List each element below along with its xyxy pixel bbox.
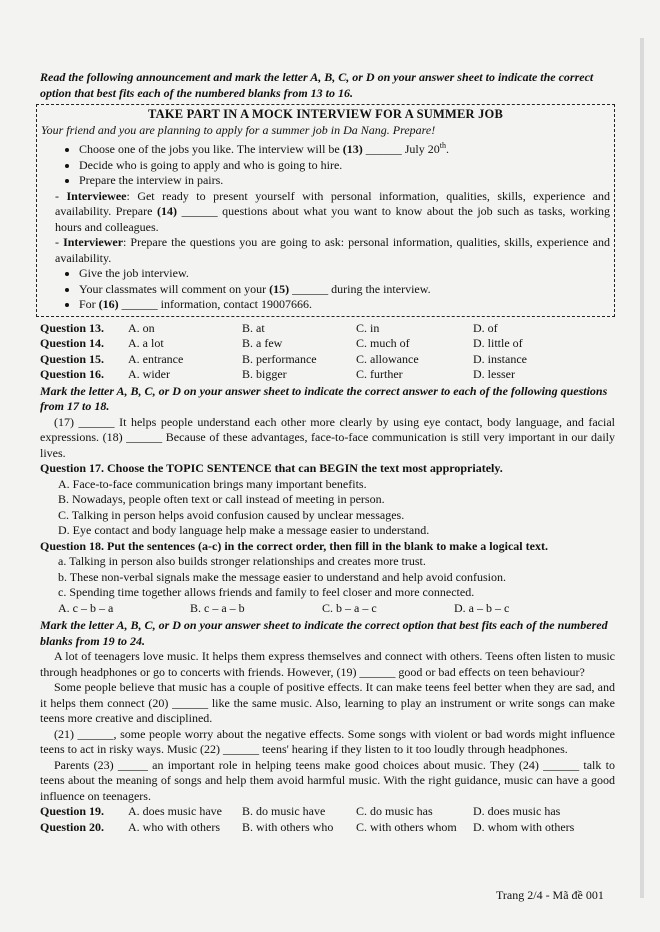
exam-page xyxy=(40,70,615,835)
option-c[interactable]: C. further xyxy=(356,367,403,381)
questions-13-16 xyxy=(40,321,615,383)
questions-19-20 xyxy=(40,804,615,835)
section3-paragraph-3: (21) ______, some people worry about the negative effects. Some songs with violent or bad words might influence teens to act in risky ways. Music (22) ______ teens' hearing if they listen to it too loudly through headphones. xyxy=(40,726,615,756)
option-d[interactable]: D. of xyxy=(473,320,498,335)
q18-sentence-b: b. These non-verbal signals make the message easier to understand and help avoid confusion. xyxy=(58,569,506,584)
option-a[interactable]: A. wider xyxy=(128,367,170,381)
option-a[interactable]: A. on xyxy=(128,320,155,335)
question-row: Question 15. A. entrance B. performance C. allowance D. instance xyxy=(40,352,615,368)
question-row: Question 16. A. wider B. bigger C. further D. lesser xyxy=(40,367,615,383)
section3-instruction: Mark the letter A, B, C, or D on your answer sheet to indicate the correct option that best fits each of the numbered blanks from 19 to 24. xyxy=(40,618,608,648)
q17-option-b[interactable]: B. Nowadays, people often text or call instead of meeting in person. xyxy=(58,492,385,506)
announcement-bullet-4: • Give the job interview. xyxy=(79,266,610,282)
announcement-bullet-1: • Choose one of the jobs you like. The interview will be (13) ______ July 20th. xyxy=(79,138,610,158)
q18-sentence-a: a. Talking in person also builds stronger relationships and creates more trust. xyxy=(58,554,426,568)
page-edge-shadow xyxy=(640,38,644,898)
interviewer-paragraph: - Interviewer: Prepare the questions you are going to ask: personal information, qualities, skills, experience and availability. xyxy=(55,235,611,265)
announcement-box xyxy=(36,104,615,317)
option-a[interactable]: A. who with others xyxy=(128,819,220,834)
option-b[interactable]: B. do music have xyxy=(242,804,326,818)
option-d[interactable]: D. whom with others xyxy=(473,819,575,834)
option-c[interactable]: C. allowance xyxy=(356,351,419,366)
option-b[interactable]: B. at xyxy=(242,320,265,335)
section1-instruction: Read the following announcement and mark the letter A, B, C, or D on your answer sheet to indicate the correct option that best fits each of the numbered blanks from 13 to 16. xyxy=(40,70,594,100)
q17-option-d[interactable]: D. Eye contact and body language help make a message easier to understand. xyxy=(58,523,430,537)
q18-options xyxy=(40,601,615,617)
announcement-bullet-6: • For (16) ______ information, contact 19007666. xyxy=(79,297,610,313)
announcement-list-2 xyxy=(41,266,610,313)
option-a[interactable]: A. a lot xyxy=(128,336,164,350)
option-b[interactable]: B. performance xyxy=(242,351,317,366)
section3-paragraph-1: A lot of teenagers love music. It helps them express themselves and connect with others. Teens often listen to music through headphones or go to concerts with friends. However, (19) ______ good or bad effects on teen behaviour? xyxy=(40,649,615,679)
q18-option-d[interactable]: D. a – b – c xyxy=(454,600,510,615)
option-b[interactable]: B. a few xyxy=(242,336,283,350)
section3-paragraph-2: Some people believe that music has a couple of positive effects. It can make teens feel better when they are sad, and it helps them connect (20) ______ like the same music. Also, learning to play an instrument or write songs can make teens more creative and disciplined. xyxy=(40,680,615,725)
question-row: Question 14. A. a lot B. a few C. much of D. little of xyxy=(40,336,615,352)
announcement-bullet-5: • Your classmates will comment on your (15) ______ during the interview. xyxy=(79,282,610,298)
q18-option-c[interactable]: C. b – a – c xyxy=(322,600,377,615)
option-d[interactable]: D. does music has xyxy=(473,804,561,818)
option-c[interactable]: C. do music has xyxy=(356,804,433,818)
question-18: Question 18. Put the sentences (a-c) in the correct order, then fill in the blank to make a logical text. xyxy=(40,538,548,553)
q18-option-b[interactable]: B. c – a – b xyxy=(190,600,245,615)
page-footer: Trang 2/4 - Mã đề 001 xyxy=(496,888,604,902)
option-c[interactable]: C. in xyxy=(356,320,380,335)
option-c[interactable]: C. much of xyxy=(356,336,410,350)
option-d[interactable]: D. lesser xyxy=(473,367,515,381)
option-a[interactable]: A. does music have xyxy=(128,804,222,818)
q18-sentence-c: c. Spending time together allows friends and family to feel closer and more connected. xyxy=(58,585,475,599)
option-c[interactable]: C. with others whom xyxy=(356,819,457,834)
question-row: Question 13. A. on B. at C. in D. of xyxy=(40,321,615,337)
announcement-intro: Your friend and you are planning to apply for a summer job in Da Nang. Prepare! xyxy=(41,122,436,137)
option-a[interactable]: A. entrance xyxy=(128,351,184,366)
interviewee-paragraph: - Interviewee: Get ready to present yourself with personal information, qualities, skills, experience and availability. Prepare (14) ______ questions about what you want to know about the job such as tasks, working hours and colleagues. xyxy=(55,188,611,234)
announcement-bullet-2: • Decide who is going to apply and who is going to hire. xyxy=(79,158,610,174)
section2-instruction: Mark the letter A, B, C, or D on your answer sheet to indicate the correct answer to each of the following questions from 17 to 18. xyxy=(40,383,608,413)
question-row: Question 19. A. does music have B. do music have C. do music has D. does music has xyxy=(40,804,615,820)
q17-option-a[interactable]: A. Face-to-face communication brings many important benefits. xyxy=(58,476,367,491)
section2-paragraph: (17) ______ It helps people understand each other more clearly by using eye contact, body language, and facial expressions. (18) ______ Because of these advantages, face-to-face communication is still very important in our daily lives. xyxy=(40,414,615,460)
section3-paragraph-4: Parents (23) _____ an important role in helping teens make good choices about music. They (24) ______ talk to teens about the meaning of songs and help them avoid harmful music. With the right guidance, music can have a good influence on teenagers. xyxy=(40,757,615,803)
option-b[interactable]: B. bigger xyxy=(242,367,287,381)
question-row: Question 20. A. who with others B. with others who C. with others whom D. whom with others xyxy=(40,820,615,836)
q17-option-c[interactable]: C. Talking in person helps avoid confusion caused by unclear messages. xyxy=(58,507,405,522)
announcement-bullet-3: • Prepare the interview in pairs. xyxy=(79,173,610,189)
q18-option-a[interactable]: A. c – b – a xyxy=(58,600,114,615)
option-d[interactable]: D. little of xyxy=(473,336,523,350)
option-d[interactable]: D. instance xyxy=(473,351,527,366)
option-b[interactable]: B. with others who xyxy=(242,819,334,834)
announcement-title: TAKE PART IN A MOCK INTERVIEW FOR A SUMMER JOB xyxy=(147,107,503,121)
announcement-list xyxy=(41,138,610,189)
question-17: Question 17. Choose the TOPIC SENTENCE that can BEGIN the text most appropriately. xyxy=(40,461,503,475)
